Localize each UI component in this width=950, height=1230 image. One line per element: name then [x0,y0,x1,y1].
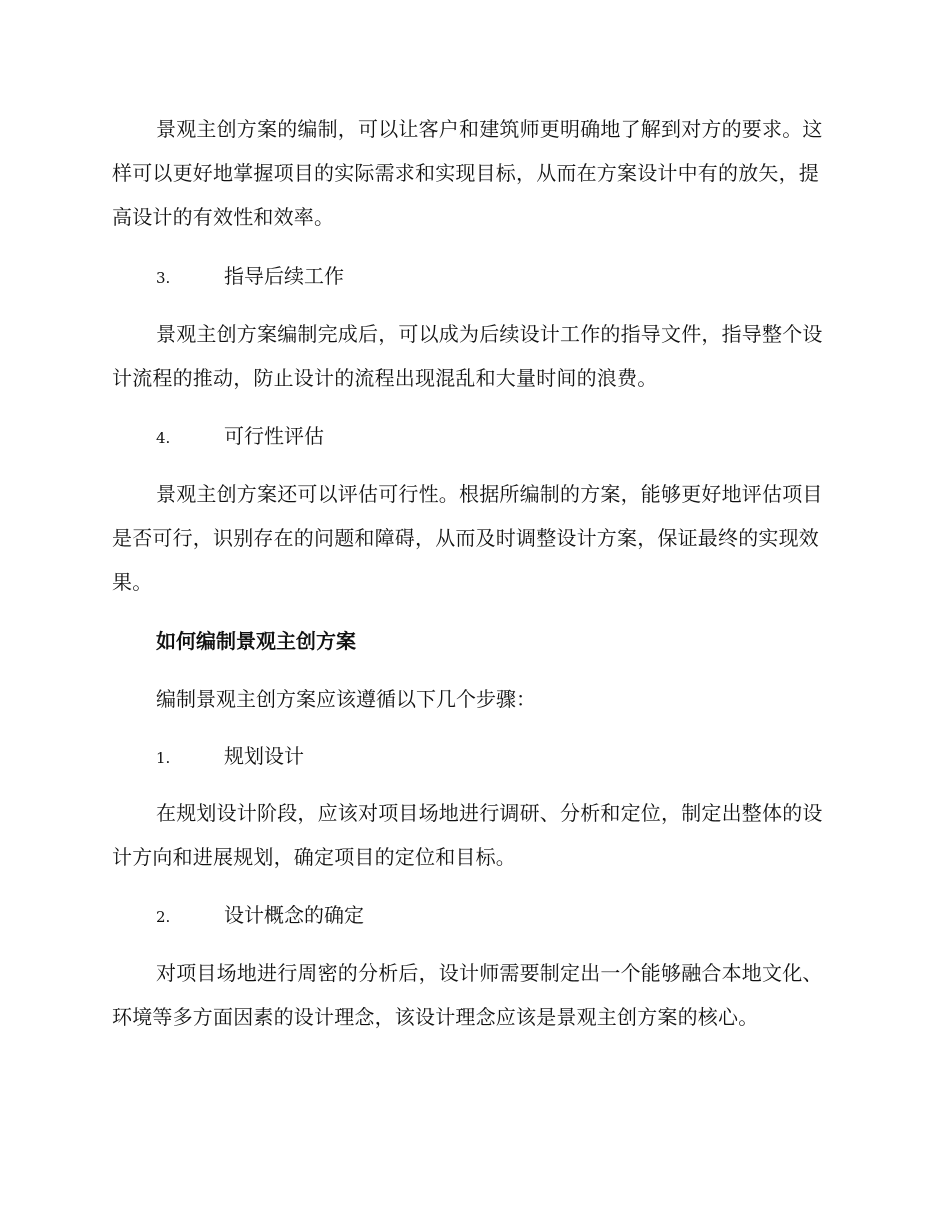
paragraph-planning: 在规划设计阶段，应该对项目场地进行调研、分析和定位，制定出整体的设计方向和进展规划，确定项目的定位和目标。 [112,801,823,869]
list-item-1 [156,741,304,773]
paragraph-steps-intro: 编制景观主创方案应该遵循以下几个步骤： [156,687,536,711]
section-heading: 如何编制景观主创方案 [156,629,356,653]
list-number: 1. [156,749,171,767]
list-item-3 [156,261,344,293]
list-label: 指导后续工作 [224,264,344,288]
list-label: 可行性评估 [224,424,324,448]
list-number: 2. [156,908,171,926]
list-item-4 [156,421,324,453]
list-number: 4. [156,429,171,447]
paragraph-purpose-clarity: 景观主创方案的编制，可以让客户和建筑师更明确地了解到对方的要求。这样可以更好地掌握项目的实际需求和实现目标，从而在方案设计中有的放矢，提高设计的有效性和效率。 [112,117,823,229]
list-label: 设计概念的确定 [224,903,364,927]
list-label: 规划设计 [224,744,304,768]
list-number: 3. [156,269,171,287]
list-item-2 [156,900,364,932]
paragraph-feasibility: 景观主创方案还可以评估可行性。根据所编制的方案，能够更好地评估项目是否可行，识别存在的问题和障碍，从而及时调整设计方案，保证最终的实现效果。 [112,482,823,594]
paragraph-concept: 对项目场地进行周密的分析后，设计师需要制定出一个能够融合本地文化、环境等多方面因素的设计理念，该设计理念应该是景观主创方案的核心。 [112,961,823,1029]
paragraph-guidance: 景观主创方案编制完成后，可以成为后续设计工作的指导文件，指导整个设计流程的推动，防止设计的流程出现混乱和大量时间的浪费。 [112,322,823,390]
